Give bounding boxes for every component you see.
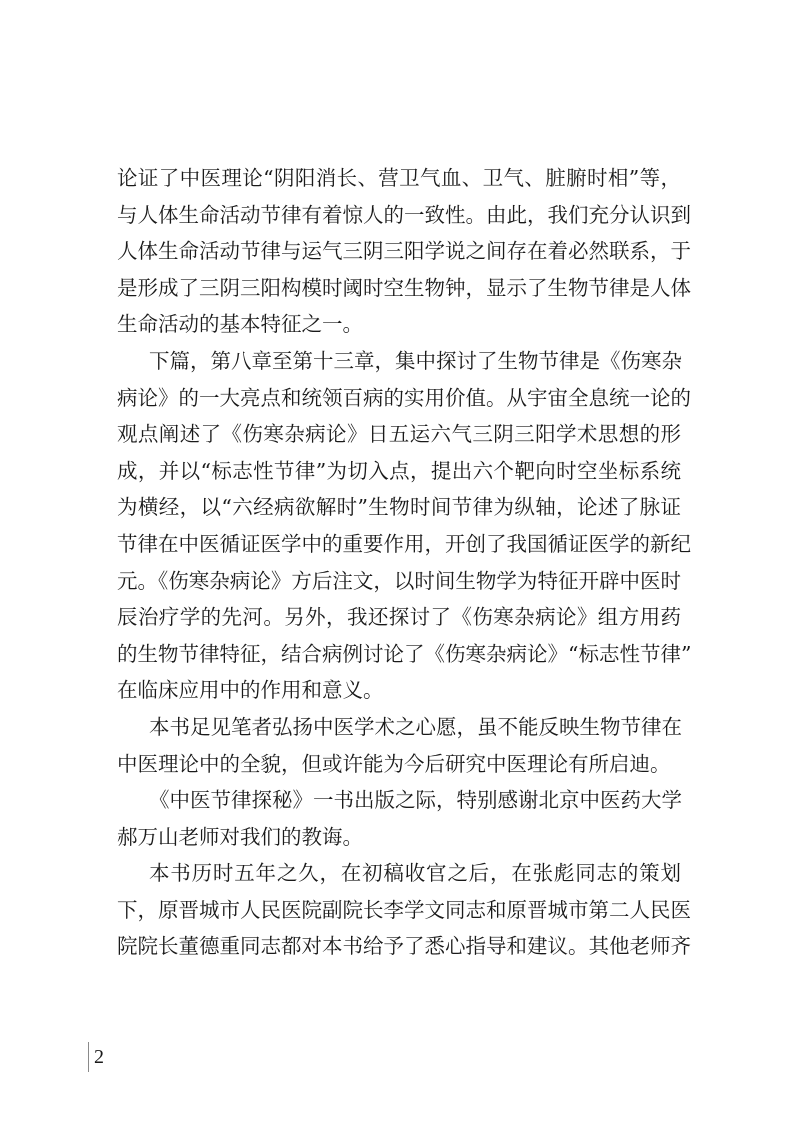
page-number: 2 [94, 1046, 104, 1068]
text-line: 辰治疗学的先河。另外，我还探讨了《伤寒杂病论》组方用药 [117, 605, 681, 630]
paragraph-first-line: 下篇，第八章至第十三章，集中探讨了生物节律是《伤寒杂 [149, 348, 682, 373]
text-line: 与人体生命活动节律有着惊人的一致性。由此，我们充分认识到 [117, 202, 691, 227]
text-line: 为横经，以“六经病欲解时”生物时间节律为纵轴，论述了脉证 [117, 495, 681, 520]
text-line: 元。《伤寒杂病论》方后注文，以时间生物学为特征开辟中医时 [117, 568, 681, 593]
text-line: 节律在中医循证医学中的重要作用，开创了我国循证医学的新纪 [117, 531, 691, 556]
text-line: 生命活动的基本特征之一。 [117, 312, 363, 337]
text-line: 病论》的一大亮点和统领百病的实用价值。从宇宙全息统一论的 [117, 385, 691, 410]
text-line: 郝万山老师对我们的教诲。 [117, 824, 363, 849]
text-line: 下，原晋城市人民医院副院长李学文同志和原晋城市第二人民医 [117, 897, 691, 922]
text-line: 中医理论中的全貌，但或许能为今后研究中医理论有所启迪。 [117, 751, 671, 776]
body-text [117, 160, 692, 965]
text-line: 是形成了三阴三阳构模时阈时空生物钟，显示了生物节律是人体 [117, 275, 691, 300]
text-line: 成，并以“标志性节律”为切入点，提出六个靶向时空坐标系统 [117, 458, 681, 483]
text-line: 人体生命活动节律与运气三阴三阳学说之间存在着必然联系，于 [117, 239, 691, 264]
text-line: 的生物节律特征，结合病例讨论了《伤寒杂病论》“标志性节律” [117, 641, 692, 666]
text-line: 观点阐述了《伤寒杂病论》日五运六气三阴三阳学术思想的形 [117, 422, 681, 447]
paragraph-first-line: 本书历时五年之久，在初稿收官之后，在张彪同志的策划 [149, 861, 681, 886]
footer-divider [88, 1042, 89, 1072]
text-line: 论证了中医理论“阴阳消长、营卫气血、卫气、脏腑时相”等， [117, 166, 681, 190]
paragraph-first-line: 《中医节律探秘》一书出版之际，特别感谢北京中医药大学 [149, 788, 682, 813]
text-line: 院院长董德重同志都对本书给予了悉心指导和建议。其他老师齐 [117, 934, 691, 959]
paragraph-first-line: 本书足见笔者弘扬中医学术之心愿，虽不能反映生物节律在 [149, 714, 682, 739]
text-line: 在临床应用中的作用和意义。 [117, 678, 384, 703]
